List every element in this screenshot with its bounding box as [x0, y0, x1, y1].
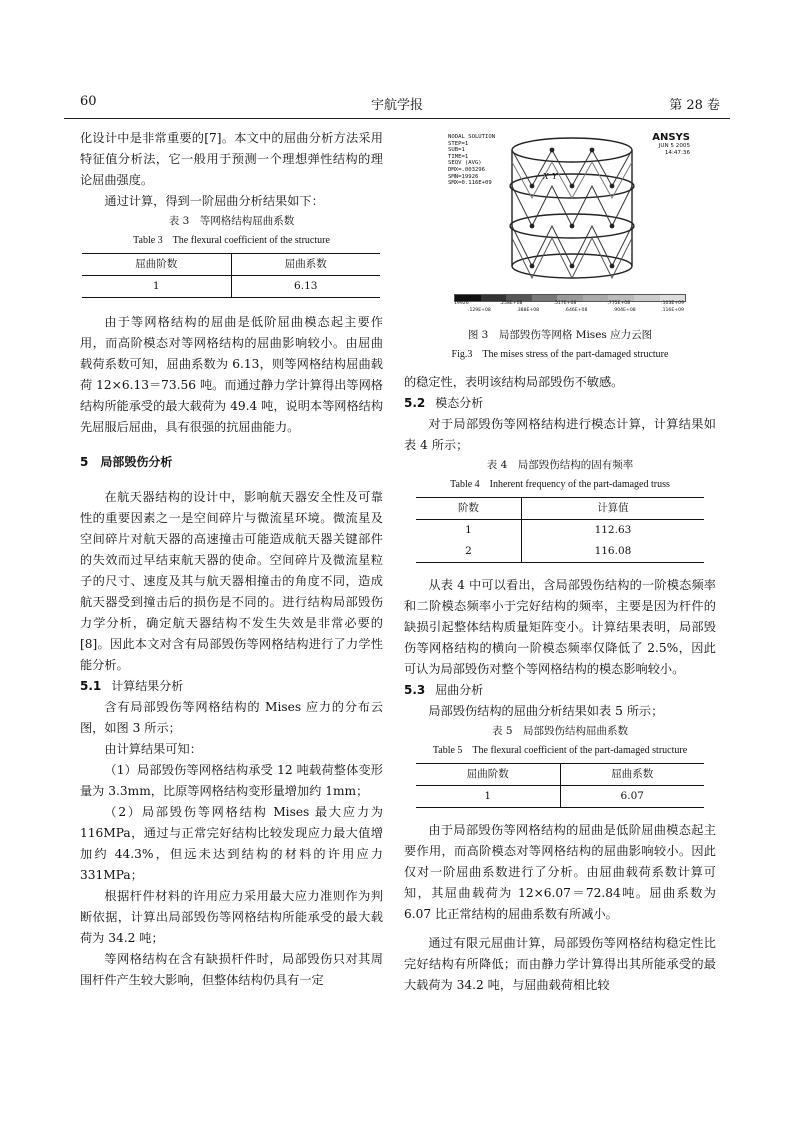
- info-line: NODAL SOLUTION: [448, 134, 496, 140]
- info-line: SEQV (AVG): [448, 160, 482, 167]
- info-line: TIME=1: [448, 153, 469, 160]
- run-time: 14:47:36: [664, 149, 690, 156]
- paragraph: 对于局部毁伤等网格结构进行模态计算，计算结果如表 4 所示；: [404, 417, 716, 452]
- section-5-title: 5 局部毁伤分析: [80, 455, 173, 469]
- journal-title: 宇航学报: [370, 98, 423, 113]
- table-header: 阶数: [416, 498, 521, 520]
- table-row: [416, 541, 704, 563]
- info-line: STEP=1: [448, 140, 469, 147]
- section-title: 屈曲分析: [435, 683, 484, 697]
- table-header: 屈曲阶数: [82, 254, 231, 276]
- info-line: DMX=.003296: [448, 166, 486, 173]
- paragraph: 由于局部毁伤等网格结构的屈曲是低阶屈曲模态起主要作用，而高阶模态对等网格结构的屈曲影响较小。因此仅对一阶屈曲系数进行了分析。由屈曲载荷系数计算可知，其屈曲载荷为 12×6.07＝72.84吨。屈曲系数为 6.07 比正常结构的屈曲系数有所减小。: [404, 823, 716, 921]
- paragraph: 根据杆件材料的许用应力采用最大应力准则作为判断依据，计算出局部毁伤等网格结构所能承受的最大载荷为 34.2 吨；: [80, 889, 383, 945]
- section-5-2-heading: [404, 393, 716, 414]
- info-line: SMX=0.116E+09: [448, 180, 492, 187]
- section-number: 5.2: [404, 396, 426, 410]
- run-date: JUN 5 2005: [658, 143, 690, 149]
- table4-caption-cn: 表 4 局部毁伤结构的固有频率: [486, 459, 634, 471]
- section-5-1-heading: [80, 676, 383, 697]
- table4-caption-en: Table 4 Inherent frequency of the part-damaged truss: [450, 479, 670, 490]
- table5-caption-en: Table 5 The flexural coefficient of the part-damaged structure: [432, 745, 688, 756]
- info-line: SMN=19926: [448, 173, 479, 180]
- table-header: 计算值: [521, 498, 704, 520]
- volume-label: 第 28 卷: [669, 98, 720, 113]
- info-line: SUB=1: [448, 147, 465, 154]
- paragraph: 在航天器结构的设计中，影响航天器安全性及可靠性的重要因素之一是空间碎片与微流星环境。微流星及空间碎片对航天器的高速撞击可能造成航天器关键部件的失效而过早结束航天器的使命。空间碎片及微流星粒子的尺寸、速度及其与航天器相撞击的角度不同，造成航天器受到撞击后的损伤是不同的。进行结构局部毁伤力学分析，确定航天器结构不发生失效是非常必要的[8]。因此本文对含有局部毁伤等网格结构进行了力学性能分析。: [80, 490, 383, 672]
- legend-label: .258E+08: [499, 301, 523, 306]
- paragraph: 由计算结果可知：: [104, 742, 202, 756]
- paragraph: （1）局部毁伤等网格结构承受 12 吨载荷整体变形量为 3.3mm，比原等网格结构变形量增加约 1mm；: [80, 763, 383, 798]
- ansys-block: [652, 132, 690, 156]
- right-column: [404, 372, 716, 996]
- legend-label: .388E+08: [516, 308, 540, 313]
- table5: [416, 763, 704, 808]
- table-cell: 116.08: [521, 541, 704, 563]
- table-header: 屈曲系数: [560, 764, 704, 786]
- table-row: [82, 276, 380, 298]
- paragraph: 等网格结构在含有缺损杆件时，局部毁伤只对其周围杆件产生较大影响，但整体结构仍具有一定: [80, 952, 383, 987]
- legend-label: .646E+08: [564, 308, 588, 313]
- paragraph: 从表 4 中可以看出，含局部毁伤结构的一阶模态频率和二阶模态频率小于完好结构的频率，主要是因为杆件的缺损引起整体结构质量矩阵变小。计算结果表明，局部毁伤等网格结构的横向一阶模态频率仅降低了 2.5%，因此可认为局部毁伤对整个等网格结构的模态影响较小。: [404, 578, 716, 676]
- axis-label-x: X: [543, 172, 549, 181]
- section-5-3-heading: [404, 680, 716, 701]
- table3-caption-cn: 表 3 等网格结构屈曲系数: [168, 215, 295, 227]
- table-cell: 1: [465, 524, 472, 536]
- table-cell: 6.13: [231, 276, 380, 298]
- section-title: 计算结果分析: [111, 679, 184, 693]
- legend-label: .103E+09: [661, 301, 684, 306]
- section-number: 5.3: [404, 683, 426, 697]
- paragraph: （2）局部毁伤等网格结构 Mises 最大应力为 116MPa，通过与正常完好结构比较发现应力最大值增加约 44.3%，但远未达到结构的材料的许用应力 331MPa；: [80, 805, 383, 882]
- table4: [416, 497, 704, 563]
- table-cell: 1: [82, 276, 231, 298]
- paragraph: 通过计算，得到一阶屈曲分析结果如下：: [104, 194, 324, 208]
- legend-label: .904E+08: [612, 308, 636, 313]
- legend-label: 19926: [454, 301, 469, 306]
- figure3-caption-en: Fig.3 The mises stress of the part-damaged structure: [451, 349, 669, 360]
- legend-label: .116E+09: [661, 308, 684, 313]
- figure3-caption-cn: 图 3 局部毁伤等网格 Mises 应力云图: [467, 329, 653, 341]
- header-rule: [64, 118, 730, 119]
- table-row: [416, 786, 704, 808]
- table-header: 屈曲系数: [231, 254, 380, 276]
- table-cell: 112.63: [521, 520, 704, 542]
- paragraph: 局部毁伤结构的屈曲分析结果如表 5 所示；: [428, 704, 664, 718]
- table-cell: 2: [416, 541, 521, 563]
- table-header: 屈曲阶数: [416, 764, 560, 786]
- paragraph: 由于等网格结构的屈曲是低阶屈曲模态起主要作用，而高阶模态对等网格结构的屈曲影响较小。由屈曲载荷系数可知，屈曲系数为 6.13，则等网格结构屈曲载荷 12×6.13＝73.56 吨。而通过静力学计算得出等网格结构所能承受的最大载荷为 49.4 吨，说明本等网格结构先屈服后屈曲，具有很强的抗屈曲能力。: [80, 315, 384, 434]
- paragraph: 的稳定性，表明该结构局部毁伤不敏感。: [404, 375, 624, 389]
- left-column: [80, 128, 383, 991]
- table5-caption-cn: 表 5 局部毁伤结构屈曲系数: [491, 725, 629, 737]
- ansys-logo: ANSYS: [652, 132, 690, 143]
- legend-labels-bottom: [468, 308, 684, 313]
- paragraph: 化设计中是非常重要的[7]。本文中的屈曲分析方法采用特征值分析法，它一般用于预测一个理想弹性结构的理论屈曲强度。: [80, 131, 383, 187]
- nodal-solution-info: [448, 134, 495, 187]
- legend-labels-top: [454, 301, 684, 306]
- table-row: [416, 520, 704, 542]
- legend-label: .517E+08: [553, 301, 577, 306]
- table-cell: 6.07: [560, 786, 704, 808]
- table3-caption-en: Table 3 The flexural coefficient of the structure: [133, 235, 330, 246]
- axis-label-y: Y: [552, 172, 558, 181]
- page-number: 60: [80, 94, 97, 109]
- section-number: 5.1: [80, 679, 102, 693]
- paragraph: 含有局部毁伤等网格结构的 Mises 应力的分布云图，如图 3 所示；: [80, 700, 383, 735]
- legend-label: .129E+08: [468, 308, 491, 313]
- paragraph: 通过有限元屈曲计算，局部毁伤等网格结构稳定性比完好结构有所降低；而由静力学计算得出其所能承受的最大载荷为 34.2 吨，与屈曲载荷相比较: [404, 936, 716, 992]
- section-title: 模态分析: [435, 396, 484, 410]
- table-cell: 1: [416, 786, 560, 808]
- figure-3: [448, 128, 690, 318]
- legend-label: .775E+08: [607, 301, 631, 306]
- table3: [82, 253, 380, 298]
